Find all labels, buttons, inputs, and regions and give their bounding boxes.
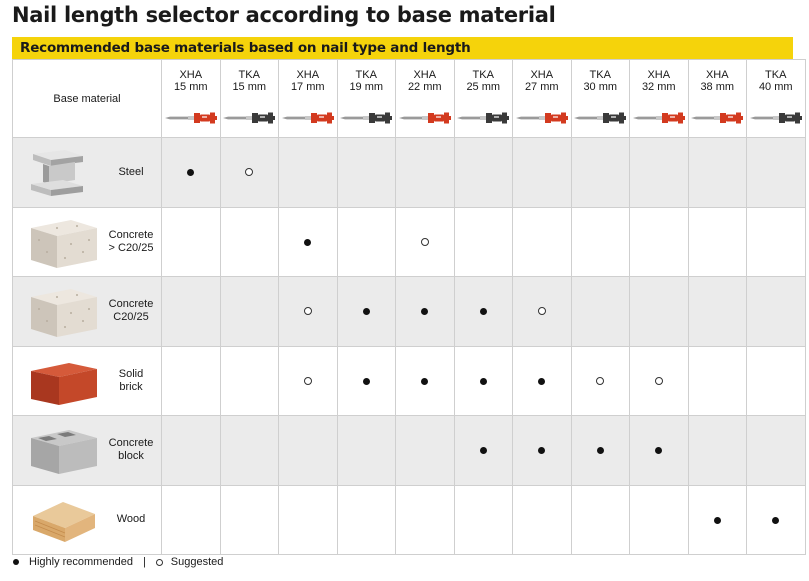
rating-cell [337, 346, 396, 416]
rating-cell [747, 138, 806, 208]
base-material-cell [13, 416, 162, 486]
rating-cell [571, 277, 630, 347]
base-material-cell [13, 138, 162, 208]
column-label [747, 60, 805, 93]
rating-cell [337, 277, 396, 347]
rating-cell [279, 207, 338, 277]
suggested-icon [304, 307, 312, 315]
rating-cell [279, 138, 338, 208]
concrete-icon [27, 285, 101, 339]
rating-cell [513, 416, 572, 486]
column-header [747, 60, 806, 138]
rating-cell [513, 346, 572, 416]
suggested-icon [538, 307, 546, 315]
rating-cell [220, 207, 279, 277]
highly-recommended-icon [772, 517, 779, 524]
highly-recommended-icon [421, 308, 428, 315]
rating-cell [688, 138, 747, 208]
nail-type: XHA [705, 69, 729, 81]
nail-type: TKA [355, 69, 377, 81]
nail-length: 15 mm [173, 81, 208, 93]
nail-icon [396, 111, 454, 125]
rating-cell [279, 346, 338, 416]
rating-cell [337, 138, 396, 208]
base-material-cell [13, 207, 162, 277]
highly-recommended-icon [655, 447, 662, 454]
nail-icon [513, 111, 571, 125]
suggested-icon [156, 559, 163, 566]
rating-cell [279, 277, 338, 347]
nail-type: TKA [238, 69, 260, 81]
column-label [396, 60, 454, 93]
table-row [13, 277, 806, 347]
rating-cell [162, 416, 221, 486]
rating-cell [513, 277, 572, 347]
rating-cell [454, 207, 513, 277]
material-name: Concrete > C20/25 [108, 228, 154, 254]
wood-icon [27, 494, 101, 548]
nail-type: XHA [530, 69, 554, 81]
rating-cell [279, 416, 338, 486]
rating-cell [454, 416, 513, 486]
rating-cell [162, 207, 221, 277]
rating-cell [220, 485, 279, 555]
highly-recommended-icon [304, 239, 311, 246]
column-header [454, 60, 513, 138]
column-header [337, 60, 396, 138]
subtitle-banner: Recommended base materials based on nail type and length [12, 37, 793, 59]
material-name: Solid brick [118, 367, 144, 393]
nail-type: TKA [589, 69, 611, 81]
column-label [279, 60, 337, 93]
rating-cell [571, 485, 630, 555]
rating-cell [747, 416, 806, 486]
column-header [571, 60, 630, 138]
highly-recommended-icon [597, 447, 604, 454]
highly-recommended-icon [363, 378, 370, 385]
rating-cell [220, 138, 279, 208]
rating-cell [513, 485, 572, 555]
nail-length: 15 mm [232, 81, 267, 93]
nail-length: 40 mm [758, 81, 793, 93]
rating-cell [396, 485, 455, 555]
rating-cell [162, 485, 221, 555]
rating-cell [513, 207, 572, 277]
rating-cell [688, 346, 747, 416]
rating-cell [747, 277, 806, 347]
rating-cell [513, 138, 572, 208]
base-material-cell [13, 277, 162, 347]
column-label [630, 60, 688, 93]
rating-cell [337, 485, 396, 555]
base-material-cell [13, 485, 162, 555]
rating-cell [630, 138, 689, 208]
rating-cell [571, 416, 630, 486]
base-material-cell [13, 346, 162, 416]
rating-cell [220, 416, 279, 486]
suggested-icon [596, 377, 604, 385]
legend [13, 556, 223, 568]
highly-recommended-icon [480, 447, 487, 454]
highly-recommended-icon [480, 378, 487, 385]
rating-cell [747, 207, 806, 277]
nail-length: 25 mm [466, 81, 501, 93]
rating-cell [396, 416, 455, 486]
rating-cell [220, 346, 279, 416]
nail-type: XHA [413, 69, 437, 81]
rating-cell [337, 207, 396, 277]
nail-type: TKA [472, 69, 494, 81]
column-header [513, 60, 572, 138]
rating-cell [279, 485, 338, 555]
column-label [162, 60, 220, 93]
rating-cell [454, 485, 513, 555]
rating-cell [396, 138, 455, 208]
nail-length: 19 mm [349, 81, 384, 93]
nail-type: XHA [647, 69, 671, 81]
concrete-block-icon [27, 424, 101, 478]
rating-cell [630, 207, 689, 277]
column-label [338, 60, 396, 93]
rating-cell [747, 346, 806, 416]
nail-icon [572, 111, 630, 125]
page-title: Nail length selector according to base material [12, 3, 556, 27]
rating-cell [747, 485, 806, 555]
nail-type: XHA [179, 69, 203, 81]
nail-icon [689, 111, 747, 125]
rating-cell [162, 346, 221, 416]
rating-cell [630, 277, 689, 347]
rating-cell [162, 138, 221, 208]
material-name: Concrete block [108, 437, 154, 463]
nail-length: 22 mm [407, 81, 442, 93]
nail-icon [279, 111, 337, 125]
column-label [513, 60, 571, 93]
nail-length: 27 mm [524, 81, 559, 93]
rating-cell [396, 277, 455, 347]
column-label [572, 60, 630, 93]
rating-cell [454, 277, 513, 347]
nail-icon [630, 111, 688, 125]
rating-cell [688, 485, 747, 555]
rating-cell [454, 346, 513, 416]
material-name: Steel [118, 165, 144, 178]
selector-table [12, 59, 806, 555]
nail-icon [455, 111, 513, 125]
legend-separator: | [142, 556, 146, 568]
concrete-icon [27, 216, 101, 270]
nail-icon [338, 111, 396, 125]
column-header [220, 60, 279, 138]
rating-cell [571, 346, 630, 416]
rating-cell [688, 207, 747, 277]
nail-length: 17 mm [290, 81, 325, 93]
rating-cell [337, 416, 396, 486]
nail-type: TKA [765, 69, 787, 81]
highly-recommended-icon [538, 378, 545, 385]
rating-cell [630, 485, 689, 555]
legend-highly-label: Highly recommended [29, 556, 133, 568]
suggested-icon [304, 377, 312, 385]
column-header [279, 60, 338, 138]
nail-icon [747, 111, 805, 125]
rating-cell [220, 277, 279, 347]
legend-suggested-label: Suggested [170, 556, 224, 568]
suggested-icon [655, 377, 663, 385]
header-row [13, 60, 806, 138]
column-header [396, 60, 455, 138]
rating-cell [454, 138, 513, 208]
nail-length: 32 mm [641, 81, 676, 93]
rating-cell [162, 277, 221, 347]
rating-cell [396, 346, 455, 416]
column-header [162, 60, 221, 138]
column-label [455, 60, 513, 93]
highly-recommended-icon [187, 169, 194, 176]
brick-icon [27, 355, 101, 409]
table-row [13, 346, 806, 416]
highly-recommended-icon [480, 308, 487, 315]
rating-cell [630, 416, 689, 486]
highly-recommended-icon [363, 308, 370, 315]
nail-icon [162, 111, 220, 125]
column-header [688, 60, 747, 138]
table-row [13, 207, 806, 277]
nail-icon [221, 111, 279, 125]
nail-length: 38 mm [700, 81, 735, 93]
suggested-icon [421, 238, 429, 246]
table-row [13, 485, 806, 555]
rating-cell [688, 277, 747, 347]
column-label [221, 60, 279, 93]
material-name: Concrete C20/25 [108, 298, 154, 324]
rating-cell [396, 207, 455, 277]
highly-recommended-icon [421, 378, 428, 385]
highly-recommended-icon [13, 559, 19, 565]
material-name: Wood [116, 513, 146, 526]
base-material-header: Base material [13, 60, 162, 138]
table-row [13, 138, 806, 208]
rating-cell [630, 346, 689, 416]
column-header [630, 60, 689, 138]
column-label [689, 60, 747, 93]
steel-beam-icon [27, 146, 101, 200]
suggested-icon [245, 168, 253, 176]
nail-type: XHA [296, 69, 320, 81]
nail-length: 30 mm [583, 81, 618, 93]
rating-cell [571, 138, 630, 208]
highly-recommended-icon [714, 517, 721, 524]
rating-cell [688, 416, 747, 486]
table-body [13, 138, 806, 555]
highly-recommended-icon [538, 447, 545, 454]
table-row [13, 416, 806, 486]
rating-cell [571, 207, 630, 277]
